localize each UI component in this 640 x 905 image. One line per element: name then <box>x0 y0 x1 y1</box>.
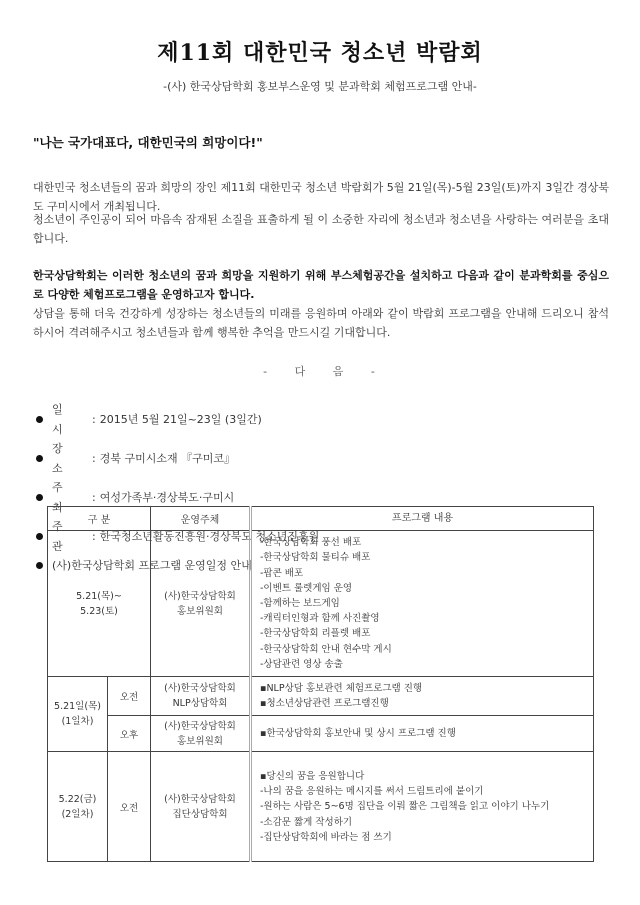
date-line: 5.23(토) <box>80 605 118 617</box>
operator-line: 홍보위원회 <box>177 735 223 747</box>
table-row <box>48 752 594 862</box>
date-line: (2일차) <box>61 808 94 820</box>
bullet-icon <box>36 455 43 462</box>
info-value: 경북 구미시소재 『구미코』 <box>99 451 235 465</box>
operator-cell <box>151 752 251 862</box>
header-category: 구 분 <box>48 507 151 531</box>
program-item: ▪청소년상담관련 프로그램진행 <box>260 698 389 710</box>
operator-line: (사)한국상담학회 <box>164 683 236 695</box>
separator: : <box>92 529 96 543</box>
time-cell: 오후 <box>108 716 151 752</box>
info-label: 주관 <box>52 520 75 553</box>
program-item: -원하는 사람은 5~6명 집단을 이뤄 짧은 그림책을 읽고 이야기 나누기 <box>260 801 550 813</box>
schedule-table <box>47 506 594 862</box>
intro-paragraph-2: 청소년이 주인공이 되어 마음속 잠재된 소질을 표출하게 될 이 소중한 자리에 청소년과 청소년을 사랑하는 여러분을 초대합니다. <box>33 213 609 245</box>
operator-line: 홍보위원회 <box>177 605 223 617</box>
info-label: 장소 <box>52 442 75 475</box>
page-title: 제11회 대한민국 청소년 박람회 <box>157 40 483 66</box>
bullet-icon <box>36 562 43 569</box>
intro-paragraph-4: 상담을 통해 더욱 건강하게 성장하는 청소년들의 미래를 응원하며 아래와 같이 박람회 프로그램을 안내해 드리오니 참석하시어 격려해주시고 청소년들과 함께 행복한 추억을 만드시길 기대합니다. <box>33 307 609 339</box>
info-value: 여성가족부·경상북도·구미시 <box>99 490 235 504</box>
operator-cell <box>151 716 251 752</box>
date-line: 5.21일(목) <box>54 701 101 713</box>
info-value: 한국청소년활동진흥원·경상북도 청소년진흥원 <box>99 529 320 543</box>
program-item: -한국상담학회 리플렛 배포 <box>260 628 371 640</box>
bullet-icon <box>36 533 43 540</box>
table-row <box>48 677 594 716</box>
program-item: -이벤트 룰렛게임 운영 <box>260 582 353 594</box>
operator-line: 집단상담학회 <box>172 808 228 820</box>
program-item: -소감문 짧게 작성하기 <box>260 816 353 828</box>
program-item: ▪NLP상담 홍보관련 체험프로그램 진행 <box>260 683 423 695</box>
date-line: 5.21(목)~ <box>76 590 122 602</box>
info-label: 일시 <box>52 403 75 436</box>
date-line: (1일차) <box>61 716 94 728</box>
operator-cell <box>151 677 251 716</box>
bullet-icon <box>36 416 43 423</box>
separator: : <box>92 490 96 504</box>
operator-line: (사)한국상담학회 <box>164 590 236 602</box>
separator: : <box>92 451 96 465</box>
separator: : <box>92 412 96 426</box>
operator-line: NLP상담학회 <box>172 698 228 710</box>
bullet-icon <box>36 494 43 501</box>
operator-cell <box>151 531 251 677</box>
header-operator: 운영주체 <box>151 507 251 531</box>
program-cell <box>251 531 594 677</box>
intro-paragraph-1: 대한민국 청소년들의 꿈과 희망의 장인 제11회 대한민국 청소년 박람회가 5월 21일(목)-5월 23일(토)까지 3일간 경상북도 구미시에서 개최됩니다. <box>33 181 609 213</box>
program-item: ▪당신의 꿈을 응원합니다 <box>260 770 365 782</box>
program-item: -팝콘 배포 <box>260 567 304 579</box>
program-cell <box>251 716 594 752</box>
date-cell <box>48 677 108 752</box>
date-line: 5.22(금) <box>58 793 97 805</box>
program-item: -한국상담학회 안내 현수막 게시 <box>260 643 392 655</box>
program-item: -캐릭터인형과 함께 사진촬영 <box>260 613 380 625</box>
operator-line: (사)한국상담학회 <box>164 793 236 805</box>
header-program: 프로그램 내용 <box>251 507 594 531</box>
date-cell <box>48 752 108 862</box>
time-cell: 오전 <box>108 677 151 716</box>
program-cell <box>251 677 594 716</box>
info-item-date <box>36 400 319 439</box>
info-item-venue <box>36 439 319 478</box>
info-value: (사)한국상담학회 프로그램 운영일정 안내 <box>52 559 252 572</box>
page-subtitle: -(사) 한국상담학회 홍보부스운영 및 분과학회 체험프로그램 안내- <box>163 80 477 93</box>
info-value: 2015년 5월 21일~23일 (3일간) <box>99 412 262 426</box>
operator-line: (사)한국상담학회 <box>164 720 236 732</box>
program-item: -나의 꿈을 응원하는 메시지를 써서 드림트리에 붙이기 <box>260 786 484 798</box>
date-cell <box>48 531 151 677</box>
program-item: -상담관련 영상 송출 <box>260 658 343 670</box>
table-row <box>48 531 594 677</box>
program-item: -한국상담학회 풍선 배포 <box>260 537 362 549</box>
table-row <box>48 716 594 752</box>
info-label: 주최 <box>52 481 75 514</box>
program-item: ▪한국상담학회 홍보안내 및 상시 프로그램 진행 <box>260 728 456 740</box>
section-divider-label: - 다 음 - <box>263 365 377 378</box>
table-header-row <box>48 507 594 531</box>
intro-paragraph-3: 한국상담학회는 이러한 청소년의 꿈과 희망을 지원하기 위해 부스체험공간을 설치하고 다음과 같이 분과학회를 중심으로 다양한 체험프로그램을 운영하고자 합니다. <box>33 269 609 301</box>
slogan-quote: "나는 국가대표다, 대한민국의 희망이다!" <box>33 135 263 150</box>
program-item: -한국상담학회 물티슈 배포 <box>260 552 371 564</box>
time-cell: 오전 <box>108 752 151 862</box>
program-cell <box>251 752 594 862</box>
program-item: -집단상담학회에 바라는 점 쓰기 <box>260 831 392 843</box>
program-item: -함께하는 보드게임 <box>260 598 340 610</box>
